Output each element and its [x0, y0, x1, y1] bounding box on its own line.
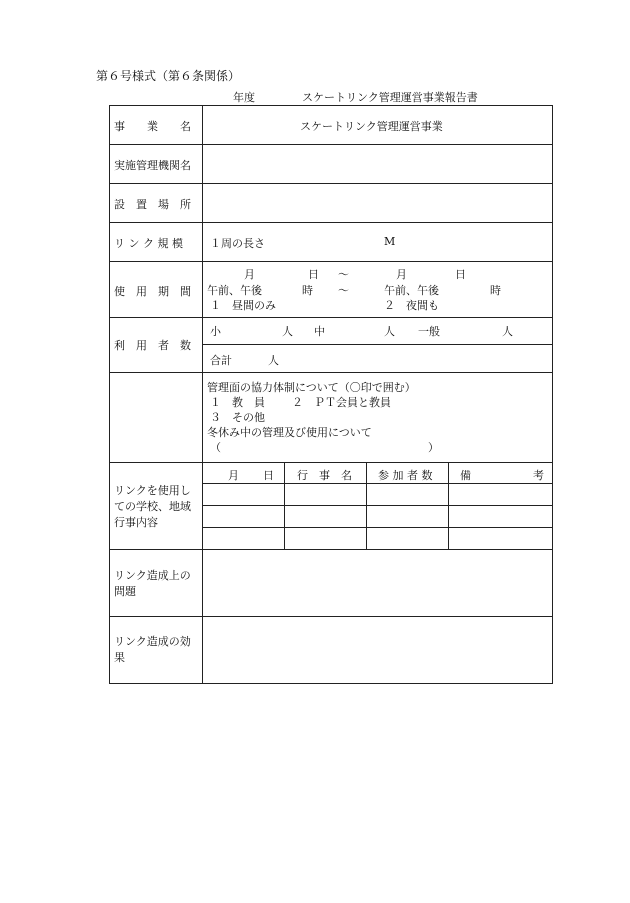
period-tilde-1: ～	[338, 268, 349, 281]
events-label: リンクを使用しての学校、地域行事内容	[114, 484, 191, 529]
events-grid-line	[448, 462, 449, 549]
period-month-2: 月	[396, 268, 407, 281]
rink-length-label: １周の長さ	[210, 237, 265, 250]
events-col-remarks-b: 考	[533, 469, 544, 482]
users-junior-high: 中	[314, 325, 325, 338]
period-ampm-2: 午前、午後	[384, 284, 439, 297]
location-label: 設 置 場 所	[114, 198, 191, 211]
table-top-border	[109, 105, 553, 106]
rink-length-unit: M	[384, 235, 396, 248]
events-col-participants: 参 加 者 数	[378, 469, 433, 482]
row-divider	[109, 549, 553, 550]
period-hour-1: 時	[302, 284, 313, 297]
winter-break-heading: 冬休み中の管理及び使用について	[207, 426, 372, 439]
events-col-event-name: 行 事 名	[297, 469, 352, 482]
form-number: 第６号様式（第６条関係）	[96, 69, 241, 83]
table-left-border	[109, 105, 110, 683]
period-tilde-2: ～	[338, 284, 349, 297]
events-grid-line	[202, 483, 552, 484]
row-divider	[109, 462, 553, 463]
period-ampm-1: 午前、午後	[207, 284, 262, 297]
row-divider	[109, 372, 553, 373]
table-right-border	[552, 105, 553, 683]
report-title: スケートリンク管理運営事業報告書	[302, 91, 478, 104]
period-option-daytime: １ 昼間のみ	[210, 299, 276, 312]
users-elementary-unit: 人	[282, 325, 293, 338]
events-grid-line	[284, 462, 285, 549]
events-col-day: 日	[263, 469, 274, 482]
winter-break-paren-close: ）	[428, 441, 439, 454]
problems-label: リンク造成上の問題	[114, 569, 191, 598]
cooperation-heading: 管理面の協力体制について（〇印で囲む）	[207, 381, 416, 394]
period-month-1: 月	[244, 268, 255, 281]
user-count-label: 利 用 者 数	[114, 339, 191, 352]
events-grid-line	[202, 527, 552, 528]
period-hour-2: 時	[490, 284, 501, 297]
events-grid-line	[366, 462, 367, 549]
period-day-1: 日	[308, 268, 319, 281]
users-total-unit: 人	[268, 354, 279, 367]
row-divider	[109, 317, 553, 318]
label-column-divider	[202, 105, 203, 683]
row-divider	[109, 144, 553, 145]
row-divider	[109, 222, 553, 223]
users-general-unit: 人	[502, 325, 513, 338]
users-elementary: 小	[210, 325, 221, 338]
business-name-label: 事 業 名	[114, 120, 191, 133]
events-grid-line	[202, 505, 552, 506]
events-col-remarks-a: 備	[460, 469, 471, 482]
effects-label: リンク造成の効果	[114, 635, 191, 664]
period-day-2: 日	[455, 268, 466, 281]
row-divider	[109, 261, 553, 262]
winter-break-paren-open: （	[210, 441, 221, 454]
users-inner-divider	[202, 344, 552, 345]
events-col-month: 月	[228, 469, 239, 482]
usage-period-label: 使 用 期 間	[114, 285, 191, 298]
cooperation-option-pt: ２ ＰＴ会員と教員	[292, 396, 391, 409]
table-bottom-border	[109, 683, 553, 684]
cooperation-option-teachers: １ 教 員	[210, 396, 265, 409]
row-divider	[109, 183, 553, 184]
cooperation-option-other: ３ その他	[210, 411, 265, 424]
row-divider	[109, 616, 553, 617]
fiscal-year-label: 年度	[233, 91, 255, 104]
rink-scale-label: リ ン ク 規 模	[114, 237, 183, 250]
users-junior-high-unit: 人	[384, 325, 395, 338]
business-name-value: スケートリンク管理運営事業	[300, 120, 443, 133]
period-option-night: ２ 夜間も	[384, 299, 439, 312]
users-total: 合計	[210, 354, 232, 367]
users-general: 一般	[418, 325, 440, 338]
agency-name-label: 実施管理機関名	[114, 159, 191, 172]
